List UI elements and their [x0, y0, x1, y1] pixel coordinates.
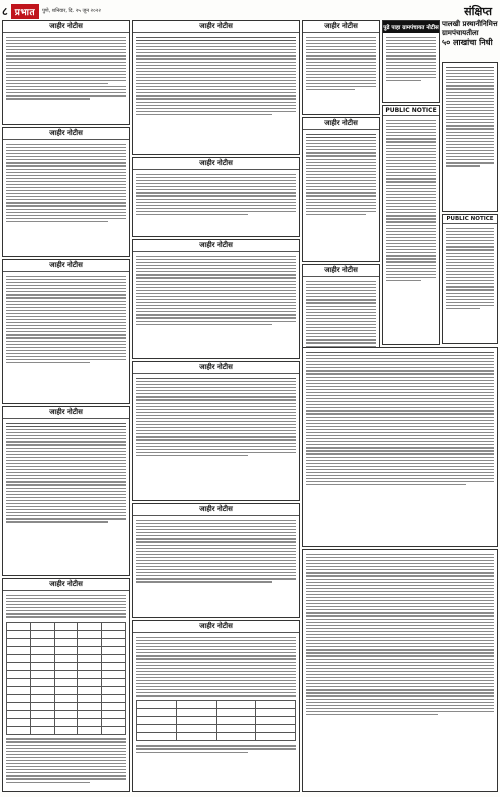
notice-7	[132, 239, 300, 359]
notice-title: जाहीर नोटीस	[133, 504, 299, 516]
masthead	[2, 2, 152, 20]
notice-title: PUBLIC NOTICE	[383, 106, 439, 116]
notice-5	[132, 20, 300, 155]
notice-10	[132, 620, 300, 792]
notice-title: जाहीर नोटीस	[133, 362, 299, 374]
box-heading: पुढे पाहा ग्रामपंचायत नोटीस	[383, 21, 439, 33]
notice-9	[132, 503, 300, 618]
schedule-table	[133, 700, 299, 741]
headline-line-2: ग्रामपंचायतीला	[442, 29, 479, 37]
notice-3	[2, 259, 130, 404]
notice-title: जाहीर नोटीस	[3, 128, 129, 140]
brand-logo: प्रभात	[11, 4, 39, 19]
notice-12	[302, 117, 380, 262]
public-notice-1	[382, 105, 440, 345]
dateline: पुणे, शनिवार, दि. २५ जून २०२२	[42, 8, 101, 14]
notice-title: जाहीर नोटीस	[133, 158, 299, 170]
notice-table	[2, 578, 130, 792]
public-notice-2	[442, 214, 498, 344]
notice-title: जाहीर नोटीस	[303, 21, 379, 33]
notice-title: PUBLIC NOTICE	[443, 215, 497, 224]
notice-title: जाहीर नोटीस	[303, 118, 379, 130]
notice-14	[302, 347, 498, 547]
notice-6	[132, 157, 300, 237]
page-number: ८	[2, 4, 8, 18]
notice-title: जाहीर नोटीस	[3, 21, 129, 33]
notice-8	[132, 361, 300, 501]
notice-title: जाहीर नोटीस	[3, 260, 129, 272]
notice-11	[302, 20, 380, 115]
notice-title: जाहीर नोटीस	[133, 21, 299, 33]
notice-body	[3, 33, 129, 104]
headline-line-3: ५० लाखांचा निधी	[442, 38, 493, 47]
notice-2	[2, 127, 130, 257]
news-brief	[442, 62, 498, 212]
notice-title: जाहीर नोटीस	[3, 579, 129, 591]
notice-title: जाहीर नोटीस	[3, 407, 129, 419]
headline-line-1: पालखी प्रस्थानीनिमित्त	[442, 20, 498, 28]
headline-block	[442, 20, 498, 60]
notice-title: जाहीर नोटीस	[133, 240, 299, 252]
schedule-table	[3, 622, 129, 735]
notice-title: जाहीर नोटीस	[303, 265, 379, 277]
section-title: संक्षिप्त	[464, 5, 492, 18]
notice-1	[2, 20, 130, 125]
notice-title: जाहीर नोटीस	[133, 621, 299, 633]
notice-15	[302, 549, 498, 792]
gram-panchayat-box	[382, 20, 440, 103]
notice-4	[2, 406, 130, 576]
